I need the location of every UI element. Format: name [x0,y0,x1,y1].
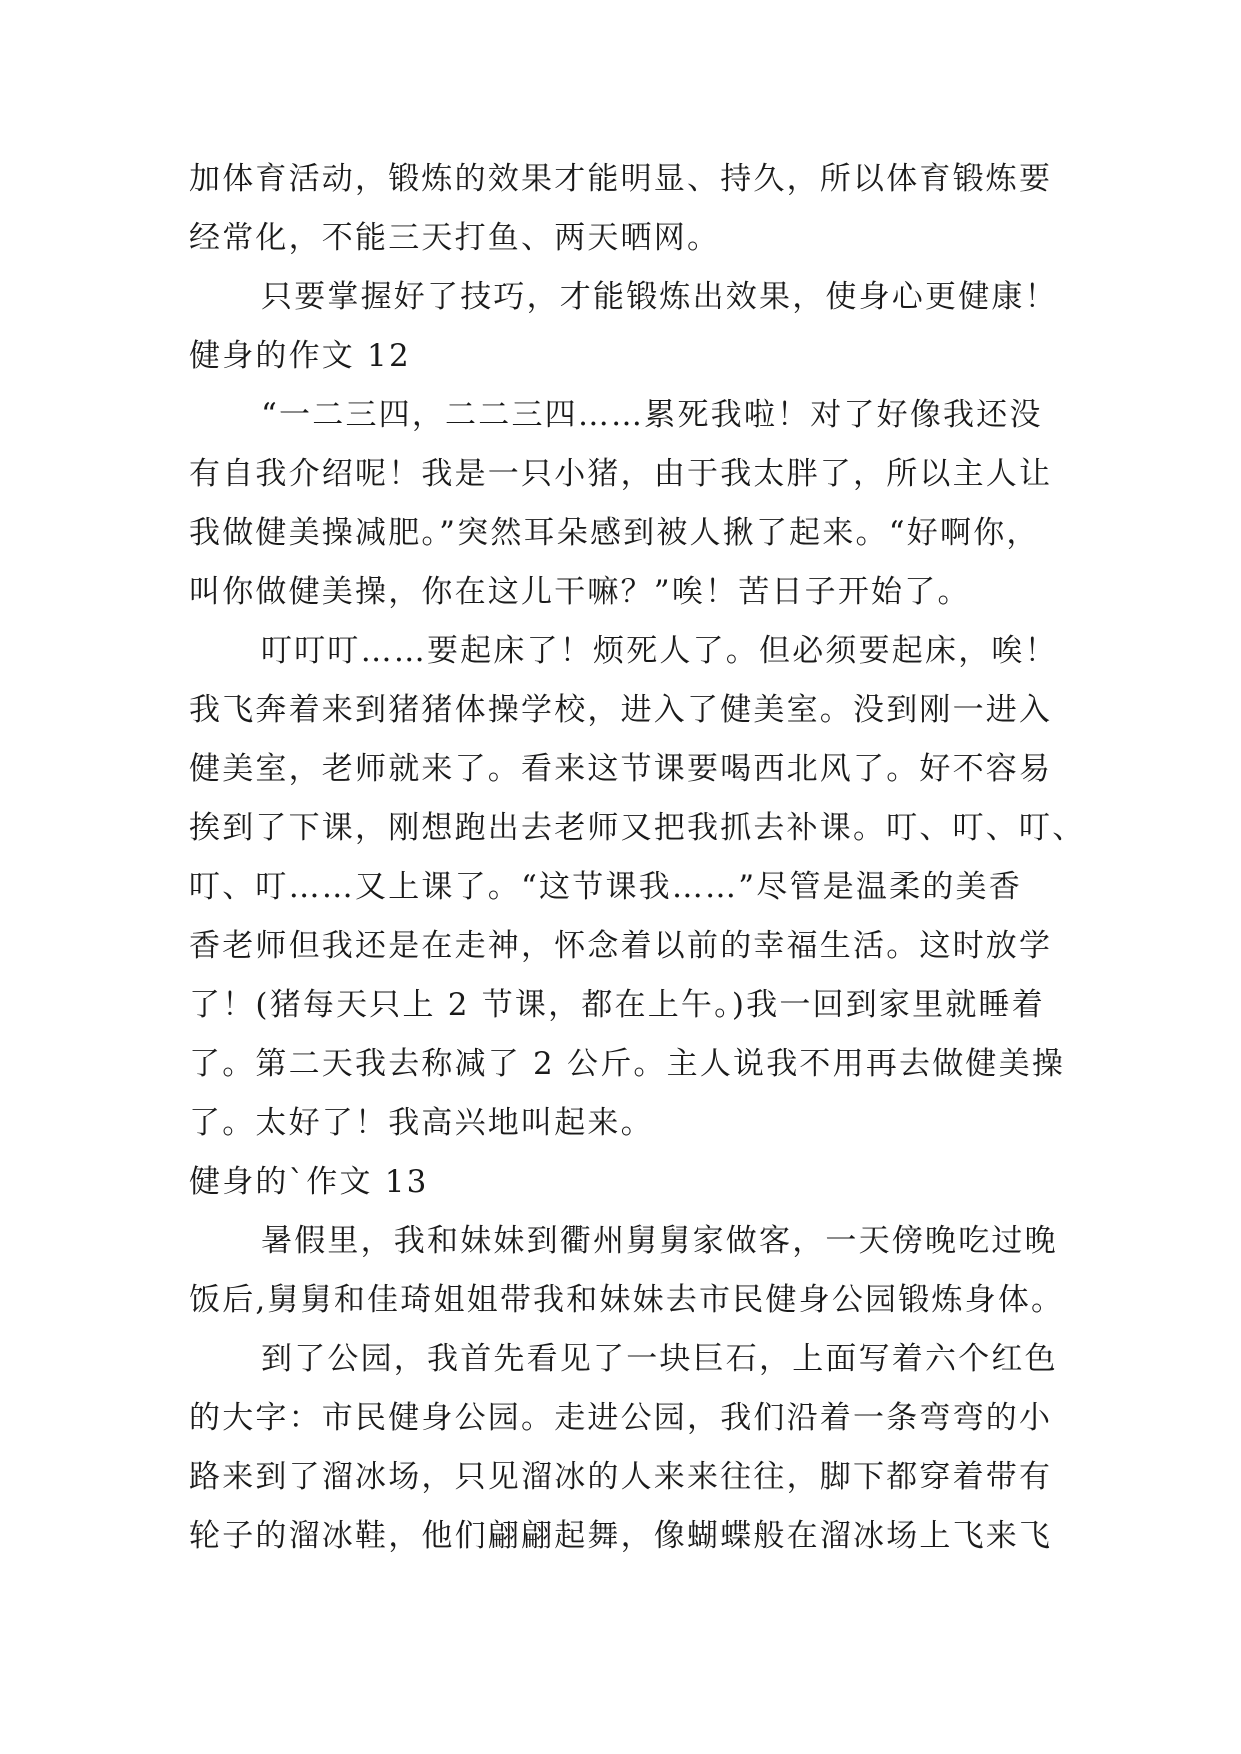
text-line: 叫你做健美操，你在这儿干嘛？”唉！苦日子开始了。 [189,574,971,610]
text-line: 有自我介绍呢！我是一只小猪，由于我太胖了，所以主人让 [189,456,1053,492]
text-line: 轮子的溜冰鞋，他们翩翩起舞，像蝴蝶般在溜冰场上飞来飞 [189,1518,1053,1554]
text-line: 我飞奔着来到猪猪体操学校，进入了健美室。没到刚一进入 [189,692,1053,728]
text-line: 了。第二天我去称减了 2 公斤。主人说我不用再去做健美操 [189,1046,1066,1082]
text-line: 了。太好了！我高兴地叫起来。 [189,1105,654,1141]
section-heading: 健身的`作文 13 [189,1164,429,1200]
text-line: 叮、叮……又上课了。“这节课我……”尽管是温柔的美香 [189,869,1022,905]
text-line: 路来到了溜冰场，只见溜冰的人来来往往，脚下都穿着带有 [189,1459,1053,1495]
paragraph-first-line: 暑假里，我和妹妹到衢州舅舅家做客，一天傍晚吃过晚 [261,1223,1058,1259]
text-line: 经常化，不能三天打鱼、两天晒网。 [189,220,721,256]
text-line: 加体育活动，锻炼的效果才能明显、持久，所以体育锻炼要 [189,161,1053,197]
paragraph-first-line: 叮叮叮……要起床了！烦死人了。但必须要起床，唉！ [261,633,1058,669]
section-heading: 健身的作文 12 [189,338,411,374]
document-page [189,150,1086,1566]
text-line: 了！(猪每天只上 2 节课，都在上午。)我一回到家里就睡着 [189,987,1045,1023]
paragraph-first-line: “一二三四，二二三四……累死我啦！对了好像我还没 [261,397,1043,433]
text-line: 健美室，老师就来了。看来这节课要喝西北风了。好不容易 [189,751,1053,787]
text-line: 挨到了下课，刚想跑出去老师又把我抓去补课。叮、叮、叮、 [189,810,1086,846]
paragraph-first-line: 到了公园，我首先看见了一块巨石，上面写着六个红色 [261,1341,1058,1377]
text-line: 的大字：市民健身公园。走进公园，我们沿着一条弯弯的小 [189,1400,1053,1436]
text-line: 香老师但我还是在走神，怀念着以前的幸福生活。这时放学 [189,928,1053,964]
text-line: 饭后,舅舅和佳琦姐姐带我和妹妹去市民健身公园锻炼身体。 [189,1282,1065,1318]
text-line: 我做健美操减肥。”突然耳朵感到被人揪了起来。“好啊你， [189,515,1040,551]
paragraph-first-line: 只要掌握好了技巧，才能锻炼出效果，使身心更健康！ [261,279,1058,315]
